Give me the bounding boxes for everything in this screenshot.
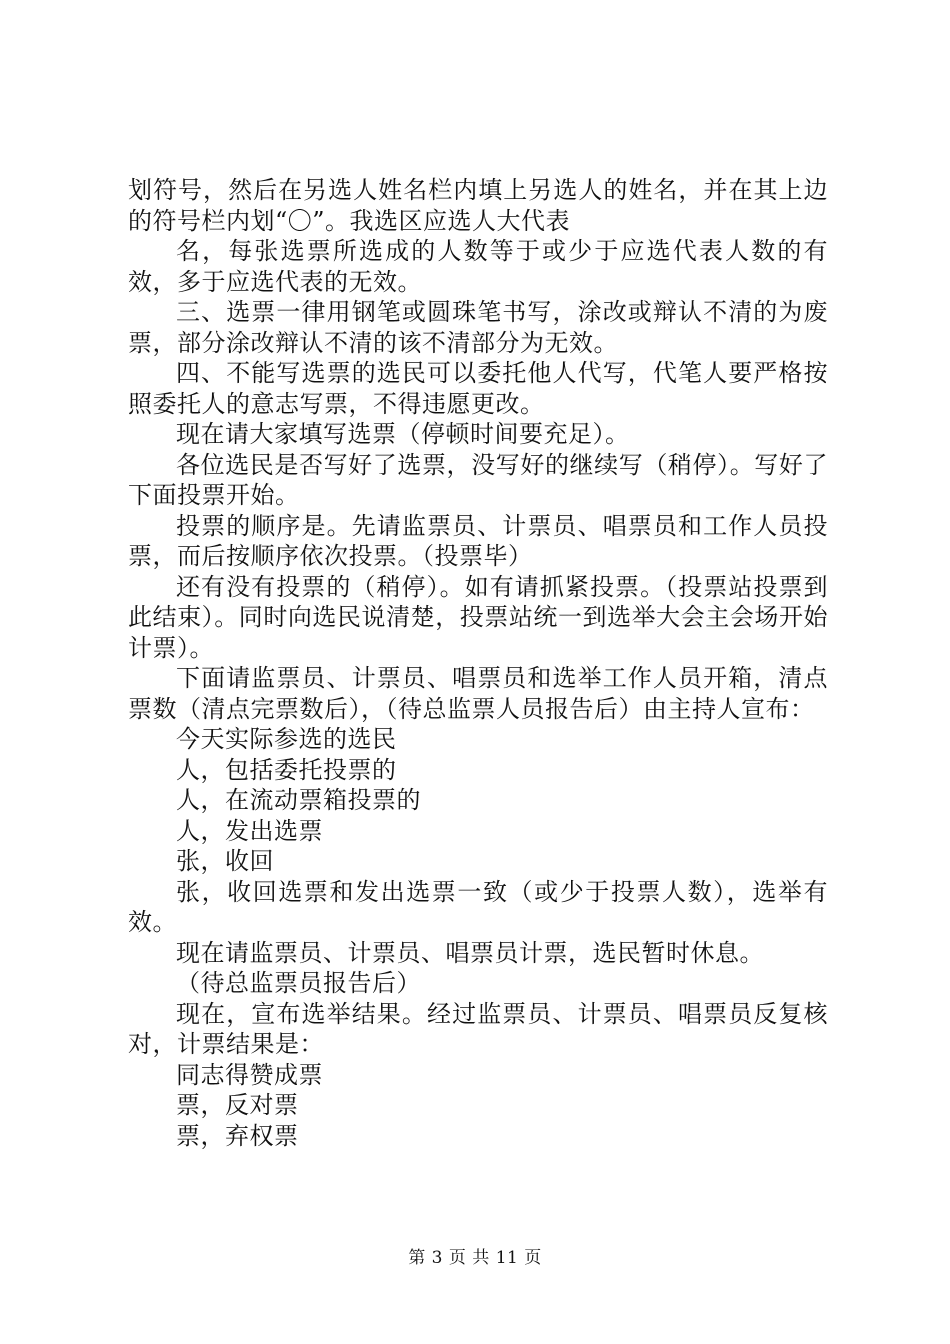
paragraph: 现在请监票员、计票员、唱票员计票，选民暂时休息。	[176, 938, 764, 967]
paragraph: 张，收回	[176, 847, 274, 875]
page-number-footer: 第 3 页 共 11 页	[408, 1248, 542, 1268]
paragraph: 投票的顺序是。先请监票员、计票员、唱票员和工作人员投票，而后按顺序依次投票。（投票毕）	[128, 511, 828, 570]
paragraph: 人，在流动票箱投票的	[176, 786, 421, 814]
paragraph: 人，发出选票	[176, 816, 323, 845]
paragraph: 票，反对票	[176, 1091, 299, 1119]
paragraph: （待总监票员报告后）	[176, 969, 421, 997]
paragraph: 各位选民是否写好了选票，没写好的继续写（稍停）。写好了下面投票开始。	[128, 450, 828, 509]
paragraph: 下面请监票员、计票员、唱票员和选举工作人员开箱，清点票数（清点完票数后），（待总监票人员报告后）由主持人宣布：	[128, 664, 828, 723]
paragraph-rule-three: 三、选票一律用钢笔或圆珠笔书写，涂改或辩认不清的为废票，部分涂改辩认不清的该不清部分为无效。	[128, 298, 828, 357]
paragraph: 张，收回选票和发出选票一致（或少于投票人数），选举有效。	[128, 877, 828, 936]
paragraph: 还有没有投票的（稍停）。如有请抓紧投票。（投票站投票到此结束）。同时向选民说清楚，投票站统一到选举大会主会场开始计票）。	[128, 572, 828, 662]
paragraph-rule-four: 四、不能写选票的选民可以委托他人代写，代笔人要严格按照委托人的意志写票，不得违愿更改。	[128, 359, 828, 418]
document-body	[128, 175, 828, 1151]
paragraph: 今天实际参选的选民	[176, 725, 397, 753]
paragraph: 票，弃权票	[176, 1121, 299, 1150]
paragraph: 同志得赞成票	[176, 1060, 323, 1089]
paragraph: 人，包括委托投票的	[176, 755, 397, 784]
paragraph-continuation: 划符号，然后在另选人姓名栏内填上另选人的姓名，并在其上边的符号栏内划“〇”。我选区应选人大代表	[128, 176, 828, 235]
paragraph: 现在请大家填写选票（停顿时间要充足）。	[176, 420, 630, 448]
paragraph: 现在，宣布选举结果。经过监票员、计票员、唱票员反复核对，计票结果是：	[128, 999, 828, 1058]
paragraph: 名，每张选票所选成的人数等于或少于应选代表人数的有效，多于应选代表的无效。	[128, 237, 828, 296]
